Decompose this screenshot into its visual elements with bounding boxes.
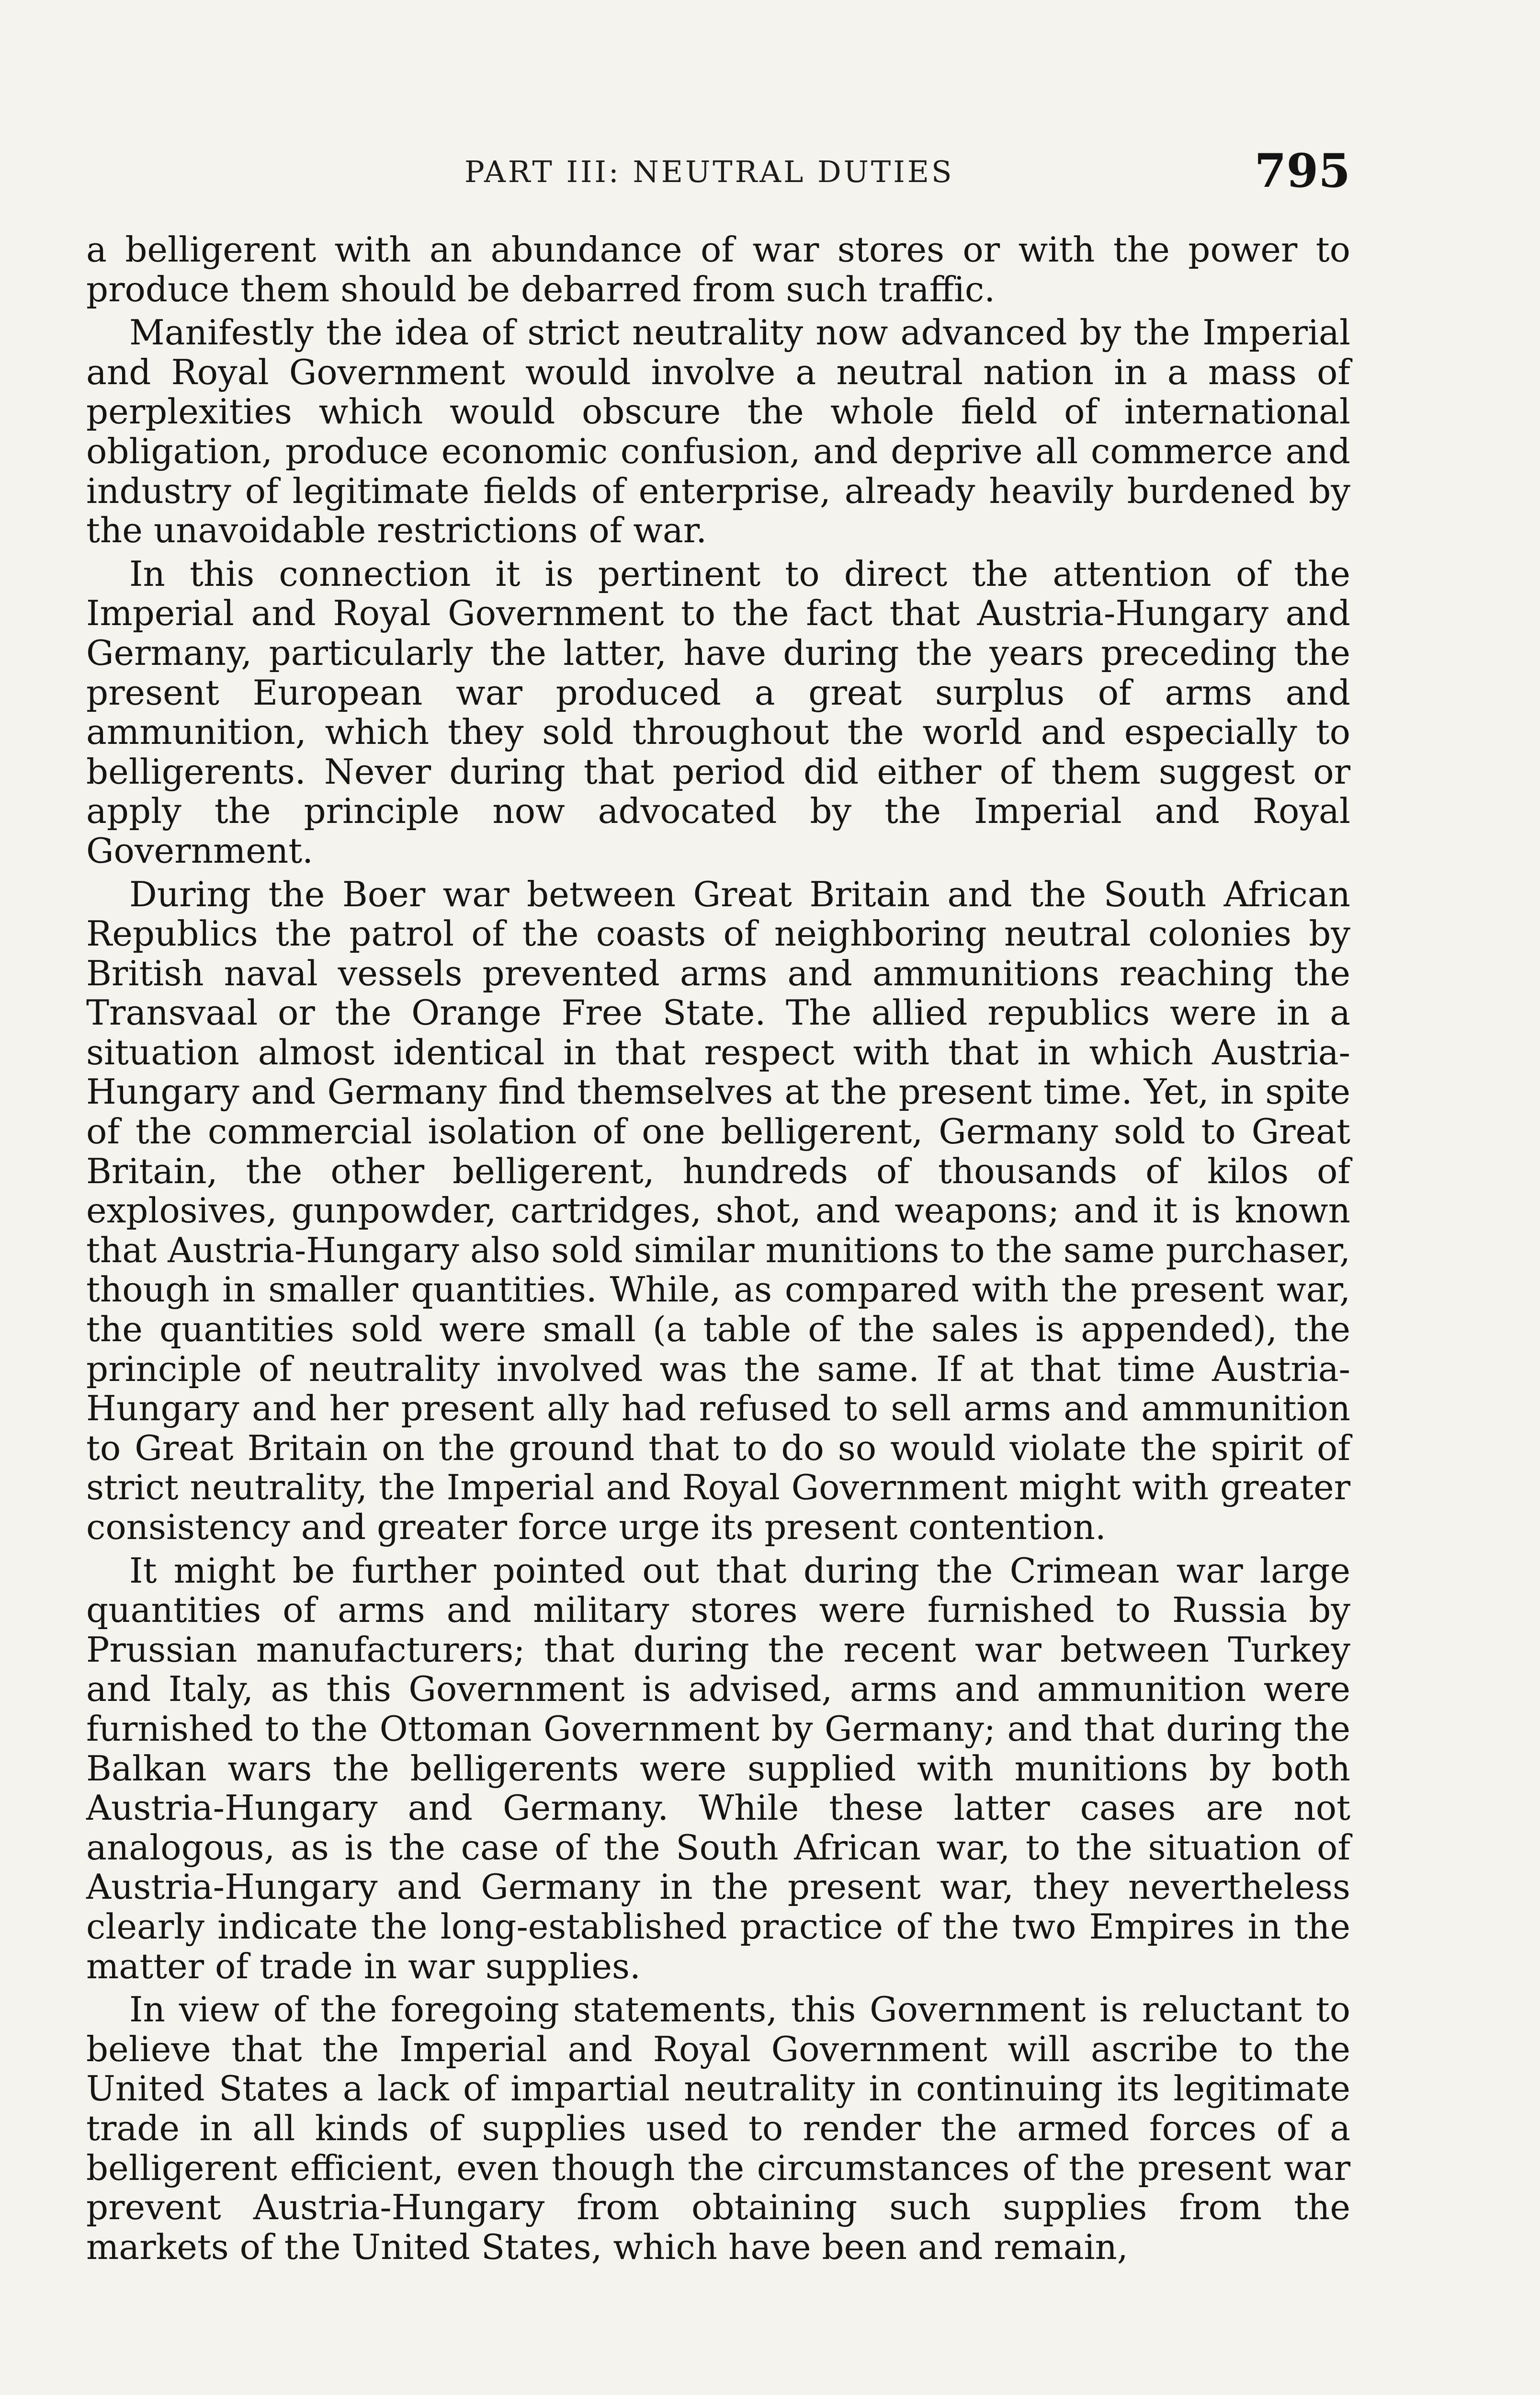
page-number: 795 <box>1254 144 1350 198</box>
paragraph: It might be further pointed out that during the Crimean war large quantities of arms and military stores were furnished to Russia by Prussian manufacturers; that during the recent war between Turkey and Italy, as this Government is advised, arms and ammunition were furnished to the Ottoman Government by Germany; and that during the Balkan wars the belligerents were supplied with munitions by both Austria-Hungary and Germany. While these latter cases are not analogous, as is the case of the South African war, to the situation of Austria-Hungary and Germany in the present war, they nevertheless clearly indicate the long-established practice of the two Empires in the matter of trade in war supplies. <box>86 1550 1350 1986</box>
paragraph: In view of the foregoing statements, this Government is reluctant to believe that the Imperial and Royal Government will ascribe to the United States a lack of impartial neutrality in continuing its legitimate trade in all kinds of supplies used to render the armed forces of a belligerent efficient, even though the circumstances of the present war prevent Austria-Hungary from obtaining such supplies from the markets of the United States, which have been and remain, <box>86 1989 1350 2267</box>
paragraph: Manifestly the idea of strict neutrality now advanced by the Imperial and Royal Government would involve a neutral nation in a mass of perplexities which would obscure the whole field of international obligation, produce economic confusion, and deprive all commerce and industry of legitimate fields of enterprise, already heavily burdened by the unavoidable restrictions of war. <box>86 312 1350 551</box>
body-text <box>86 230 1350 2270</box>
running-title: PART III: NEUTRAL DUTIES <box>464 154 954 189</box>
paragraph: In this connection it is pertinent to direct the attention of the Imperial and Royal Government to the fact that Austria-Hungary and Germany, particularly the latter, have during the years preceding the present European war produced a great surplus of arms and ammunition, which they sold throughout the world and especially to belligerents. Never during that period did either of them suggest or apply the principle now advocated by the Imperial and Royal Government. <box>86 553 1350 871</box>
paragraph: During the Boer war between Great Britain and the South African Republics the patrol of the coasts of neighboring neutral colonies by British naval vessels prevented arms and ammunitions reaching the Transvaal or the Orange Free State. The allied republics were in a situation almost identical in that respect with that in which Austria-Hungary and Germany find themselves at the present time. Yet, in spite of the commercial isolation of one belligerent, Germany sold to Great Britain, the other belligerent, hundreds of thousands of kilos of explosives, gunpowder, cartridges, shot, and weapons; and it is known that Austria-Hungary also sold similar munitions to the same purchaser, though in smaller quantities. While, as compared with the present war, the quantities sold were small (a table of the sales is appended), the principle of neutrality involved was the same. If at that time Austria-Hungary and her present ally had refused to sell arms and ammunition to Great Britain on the ground that to do so would violate the spirit of strict neutrality, the Imperial and Royal Government might with greater consistency and greater force urge its present contention. <box>86 874 1350 1547</box>
paragraph-continuation: a belligerent with an abundance of war stores or with the power to produce them should be debarred from such traffic. <box>86 229 1350 309</box>
page-header <box>86 144 1350 196</box>
